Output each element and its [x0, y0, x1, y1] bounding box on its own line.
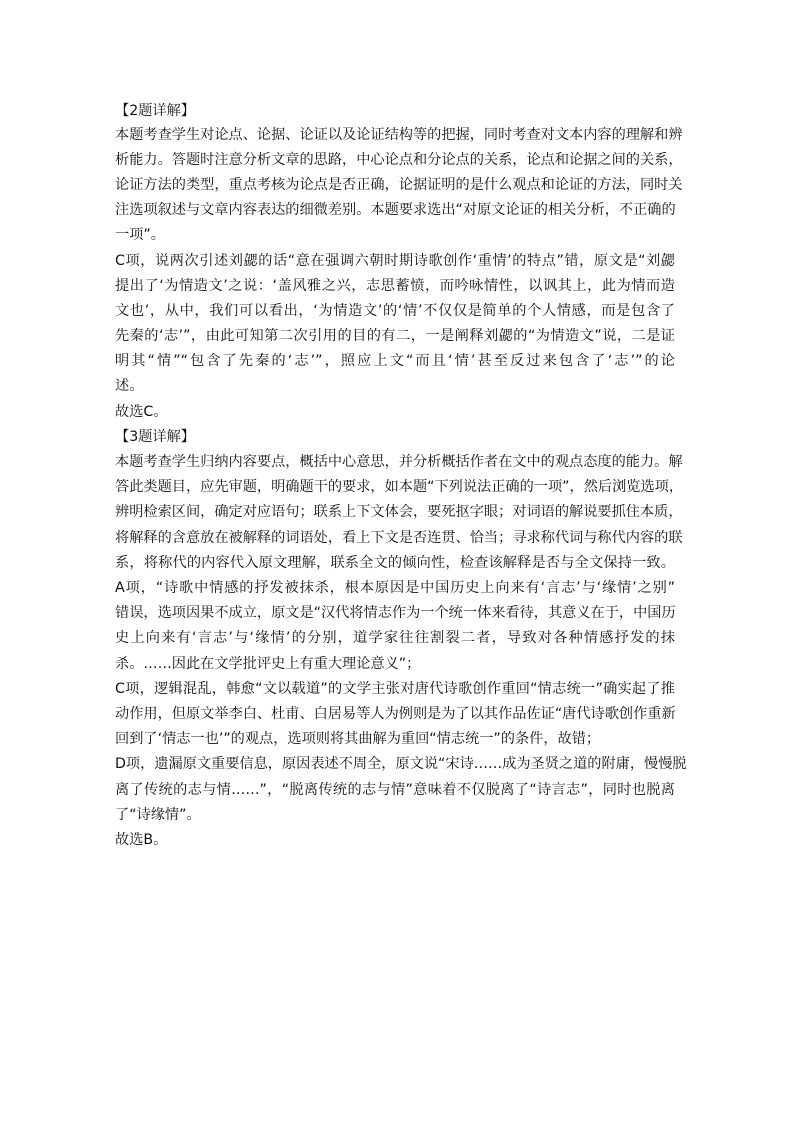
paragraph-line: C项，逻辑混乱，韩愈“文以载道”的文学主张对唐代诗歌创作重回“情志统一”确实起了推	[115, 681, 675, 697]
paragraph-line: 本题考查学生对论点、论据、论证以及论证结构等的把握，同时考查对文本内容的理解和辨	[115, 127, 683, 143]
paragraph-line: A项，“诗歌中情感的抒发被抹杀，根本原因是中国历史上向来有‘言志’与‘缘情’之别”	[115, 580, 675, 596]
paragraph-line: 杀。……因此在文学批评史上有重大理论意义”；	[115, 656, 421, 672]
paragraph-line: 答此类题目，应先审题，明确题干的要求，如本题“下列说法正确的一项”，然后浏览选项，	[115, 479, 684, 495]
paragraph-line: 本题考查学生归纳内容要点，概括中心意思，并分析概括作者在文中的观点态度的能力。解	[115, 454, 683, 470]
paragraph-line: 明其“情”“包含了先秦的‘志’”，照应上文“而且‘情’甚至反过来包含了‘志’”的论	[115, 353, 675, 369]
paragraph-line: C项，说两次引述刘勰的话“意在强调六朝时期诗歌创作‘重情’的特点”错，原文是“刘勰	[115, 253, 675, 269]
paragraph-line: 离了传统的志与情……”，“脱离传统的志与情”意味着不仅脱离了“诗言志”，同时也脱离	[115, 782, 675, 798]
paragraph-line: 先秦的‘志’”，由此可知第二次引用的目的有二，一是阐释刘勰的“为情造文”说，二是证	[115, 328, 675, 344]
paragraph-line: 注选项叙述与文章内容表达的细微差别。本题要求选出“对原文论证的相关分析，不正确的	[115, 202, 676, 218]
paragraph-line: 论证方法的类型，重点考核为论点是否正确，论据证明的是什么观点和论证的方法，同时关	[115, 177, 683, 193]
answer-line-q3: 故选B。	[115, 832, 168, 848]
paragraph-line: 系，将称代的内容代入原文理解，联系全文的倾向性，检查该解释是否与全文保持一致。	[115, 555, 675, 571]
paragraph-line: 回到了‘情志一也’”的观点，选项则将其曲解为重回“情志统一”的条件，故错；	[115, 731, 601, 747]
paragraph-line: 一项”。	[115, 227, 165, 243]
paragraph-line: 错误，选项因果不成立，原文是“汉代将情志作为一个统一体来看待，其意义在于，中国历	[115, 605, 676, 621]
paragraph-line: 述。	[115, 378, 144, 394]
paragraph-line: 将解释的含意放在被解释的词语处，看上下文是否连贯、恰当；寻求称代词与称代内容的联	[115, 530, 683, 546]
section-heading-q2: 【2题详解】	[115, 103, 195, 119]
paragraph-line: 辨明检索区间，确定对应语句；联系上下文体会，要死抠字眼；对词语的解说要抓住本质，	[115, 504, 683, 520]
answer-line-q2: 故选C。	[115, 404, 168, 420]
paragraph-line: 动作用，但原文举李白、杜甫、白居易等人为例则是为了以其作品佐证“唐代诗歌创作重新	[115, 706, 676, 722]
paragraph-line: 史上向来有‘言志’与‘缘情’的分别，道学家往往割裂二者，导致对各种情感抒发的抹	[115, 630, 675, 646]
paragraph-line: 析能力。答题时注意分析文章的思路，中心论点和分论点的关系，论点和论据之间的关系，	[115, 152, 683, 168]
paragraph-line: 提出了‘为情造文’之说：‘盖风雅之兴，志思蓄愤，而吟咏情性，以讽其上，此为情而造	[115, 278, 675, 294]
paragraph-line: D项，遗漏原文重要信息，原因表述不周全，原文说“宋诗……成为圣贤之道的附庸，慢慢脱	[115, 756, 687, 772]
section-heading-q3: 【3题详解】	[115, 429, 195, 445]
paragraph-line: 文也’，从中，我们可以看出，‘为情造文’的‘情’不仅仅是简单的个人情感，而是包含了	[115, 303, 675, 319]
paragraph-line: 了“诗缘情”。	[115, 807, 201, 823]
